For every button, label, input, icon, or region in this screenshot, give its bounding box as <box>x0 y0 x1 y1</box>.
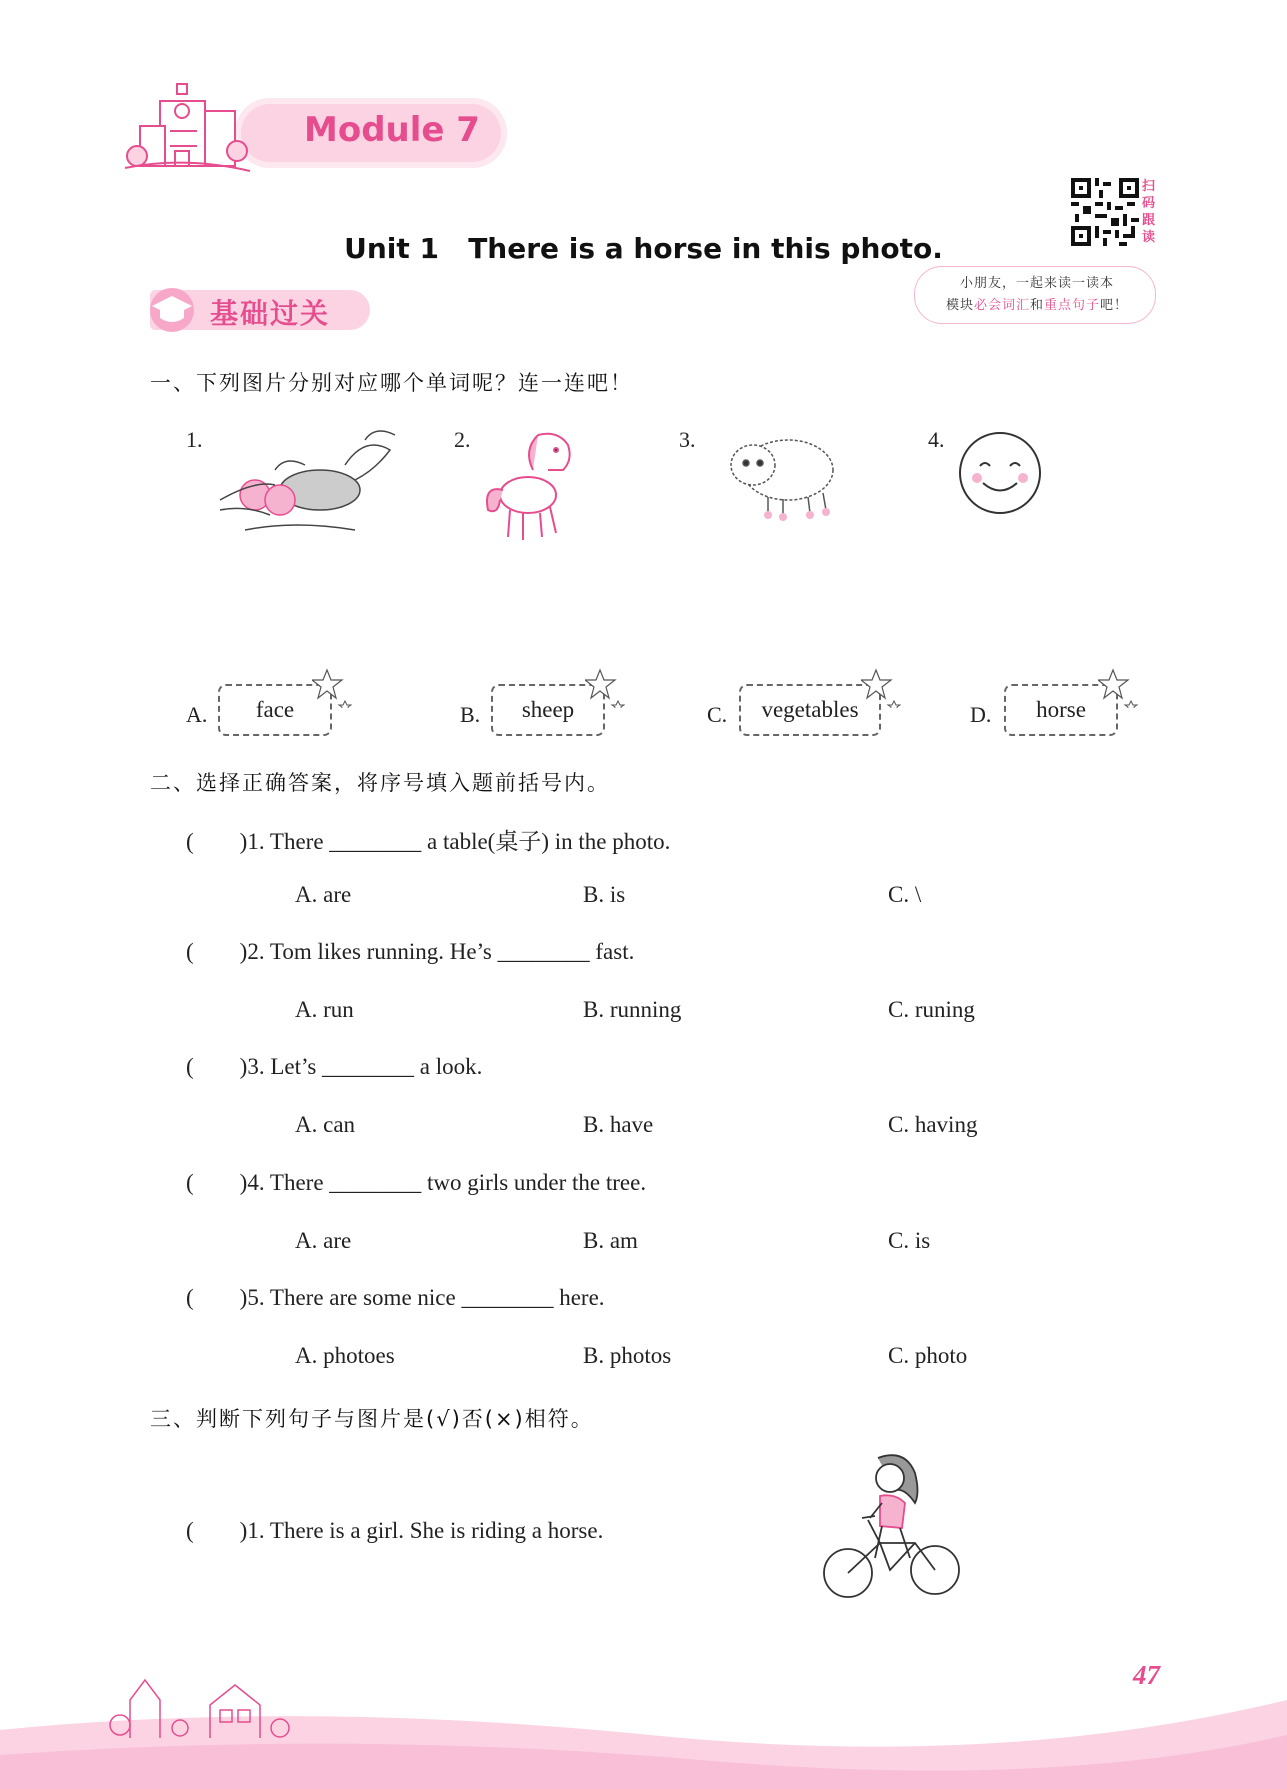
school-building-icon <box>125 76 260 176</box>
page-number: 47 <box>1133 1660 1160 1690</box>
q5-option-b[interactable]: B. photos <box>583 1343 672 1368</box>
question-5: ( )5. There are some nice ________ here. <box>186 1285 605 1310</box>
star-icon <box>1098 668 1138 708</box>
star-icon <box>585 668 625 708</box>
question-1: ( )1. There ________ a table(桌子) in the photo. <box>186 829 671 854</box>
question-2: ( )2. Tom likes running. He’s ________ fast. <box>186 939 635 964</box>
q1-option-a[interactable]: A. are <box>295 882 352 907</box>
horse-icon <box>478 425 588 550</box>
sheep-icon <box>718 425 843 525</box>
word-box-face[interactable]: face <box>218 684 332 736</box>
option-letter-a: A. <box>186 702 208 727</box>
girl-riding-bike-picture <box>820 1448 965 1603</box>
part3-question-1: ( )1. There is a girl. She is riding a horse. <box>186 1518 604 1543</box>
q1-option-c[interactable]: C. \ <box>888 882 922 907</box>
module-title: Module 7 <box>304 110 480 150</box>
star-icon <box>312 668 352 708</box>
word-box-horse[interactable]: horse <box>1004 684 1118 736</box>
question-4: ( )4. There ________ two girls under the tree. <box>186 1170 647 1195</box>
unit-title: Unit 1 There is a horse in this photo. <box>344 232 943 265</box>
option-letter-b: B. <box>460 702 481 727</box>
part1-heading: 一、下列图片分别对应哪个单词呢？连一连吧！ <box>150 371 633 395</box>
q2-option-a[interactable]: A. run <box>295 997 354 1022</box>
question-3: ( )3. Let’s ________ a look. <box>186 1054 483 1079</box>
qr-label: 扫码跟读 <box>1142 179 1156 245</box>
q2-option-c[interactable]: C. runing <box>888 997 975 1022</box>
word-box-sheep[interactable]: sheep <box>491 684 605 736</box>
tip-text <box>922 273 1152 317</box>
picture-number-2: 2. <box>454 427 471 452</box>
star-icon <box>861 668 901 708</box>
q3-option-b[interactable]: B. have <box>583 1112 654 1137</box>
part3-heading: 三、判断下列句子与图片是(√)否(×)相符。 <box>150 1407 594 1431</box>
q4-option-b[interactable]: B. am <box>583 1228 638 1253</box>
q3-option-c[interactable]: C. having <box>888 1112 978 1137</box>
option-letter-d: D. <box>970 702 992 727</box>
graduation-cap-icon <box>146 286 198 334</box>
q5-option-c[interactable]: C. photo <box>888 1343 968 1368</box>
word-box-vegetables[interactable]: vegetables <box>739 684 881 736</box>
q3-option-a[interactable]: A. can <box>295 1112 356 1137</box>
q4-option-a[interactable]: A. are <box>295 1228 352 1253</box>
q2-option-b[interactable]: B. running <box>583 997 682 1022</box>
footer-wave-decoration <box>0 1660 1287 1789</box>
q4-option-c[interactable]: C. is <box>888 1228 931 1253</box>
picture-number-3: 3. <box>679 427 696 452</box>
q5-option-a[interactable]: A. photoes <box>295 1343 395 1368</box>
tip-line-2: 模块必会词汇和重点句子吧！ <box>945 298 1129 313</box>
vegetables-icon <box>215 425 410 545</box>
picture-number-4: 4. <box>928 427 945 452</box>
q1-option-b[interactable]: B. is <box>583 882 626 907</box>
face-icon <box>955 428 1045 518</box>
option-letter-c: C. <box>707 702 728 727</box>
part2-heading: 二、选择正确答案，将序号填入题前括号内。 <box>150 771 610 795</box>
picture-number-1: 1. <box>186 427 203 452</box>
tip-line-1: 小朋友，一起来读一读本 <box>959 276 1114 291</box>
section-title: 基础过关 <box>210 297 331 330</box>
